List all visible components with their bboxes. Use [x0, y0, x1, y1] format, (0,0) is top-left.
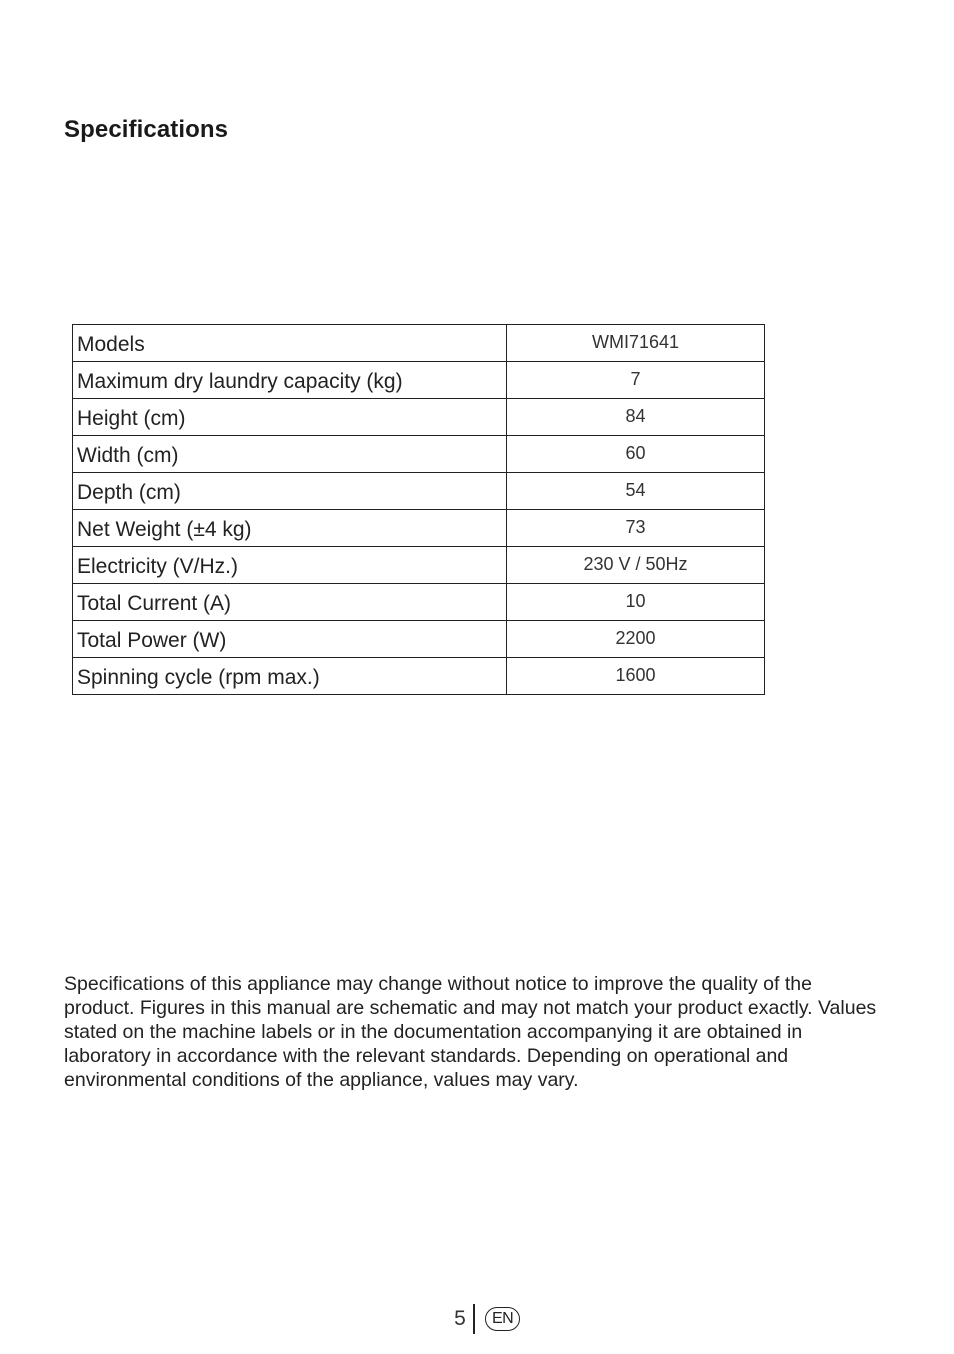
spec-label-total-current: Total Current (A) — [73, 584, 507, 621]
page-number: 5 — [454, 1307, 466, 1330]
spec-label-height: Height (cm) — [73, 399, 507, 436]
language-badge: EN — [485, 1307, 520, 1331]
table-row — [73, 621, 765, 658]
spec-label-width: Width (cm) — [73, 436, 507, 473]
spec-label-electricity: Electricity (V/Hz.) — [73, 547, 507, 584]
spec-value-spinning-cycle: 1600 — [507, 658, 765, 695]
spec-label-net-weight: Net Weight (±4 kg) — [73, 510, 507, 547]
table-row — [73, 362, 765, 399]
table-row — [73, 658, 765, 695]
table-row — [73, 436, 765, 473]
spec-value-height: 84 — [507, 399, 765, 436]
spec-label-depth: Depth (cm) — [73, 473, 507, 510]
spec-value-total-power: 2200 — [507, 621, 765, 658]
specifications-table — [72, 324, 765, 695]
table-row — [73, 473, 765, 510]
spec-value-width: 60 — [507, 436, 765, 473]
page-footer — [452, 1303, 520, 1335]
spec-label-capacity: Maximum dry laundry capacity (kg) — [73, 362, 507, 399]
page-title: Specifications — [64, 116, 229, 143]
table-row — [73, 547, 765, 584]
table-row — [73, 325, 765, 362]
table-row — [73, 510, 765, 547]
specifications-disclaimer: Specifications of this appliance may change without notice to improve the quality of the product. Figures in this manual are schematic and may not match your product exactly. Values stated on the machine labels or in the documentation accompanying it are obtained in laboratory in accordance with the relevant standards. Depending on operational and environmental conditions of the appliance, values may vary. — [64, 973, 877, 1091]
spec-value-depth: 54 — [507, 473, 765, 510]
spec-value-net-weight: 73 — [507, 510, 765, 547]
spec-label-total-power: Total Power (W) — [73, 621, 507, 658]
spec-value-capacity: 7 — [507, 362, 765, 399]
table-row — [73, 399, 765, 436]
spec-value-total-current: 10 — [507, 584, 765, 621]
spec-value-electricity: 230 V / 50Hz — [507, 547, 765, 584]
spec-value-models: WMI71641 — [507, 325, 765, 362]
footer-divider — [473, 1304, 475, 1334]
table-row — [73, 584, 765, 621]
spec-label-spinning-cycle: Spinning cycle (rpm max.) — [73, 658, 507, 695]
spec-label-models: Models — [73, 325, 507, 362]
